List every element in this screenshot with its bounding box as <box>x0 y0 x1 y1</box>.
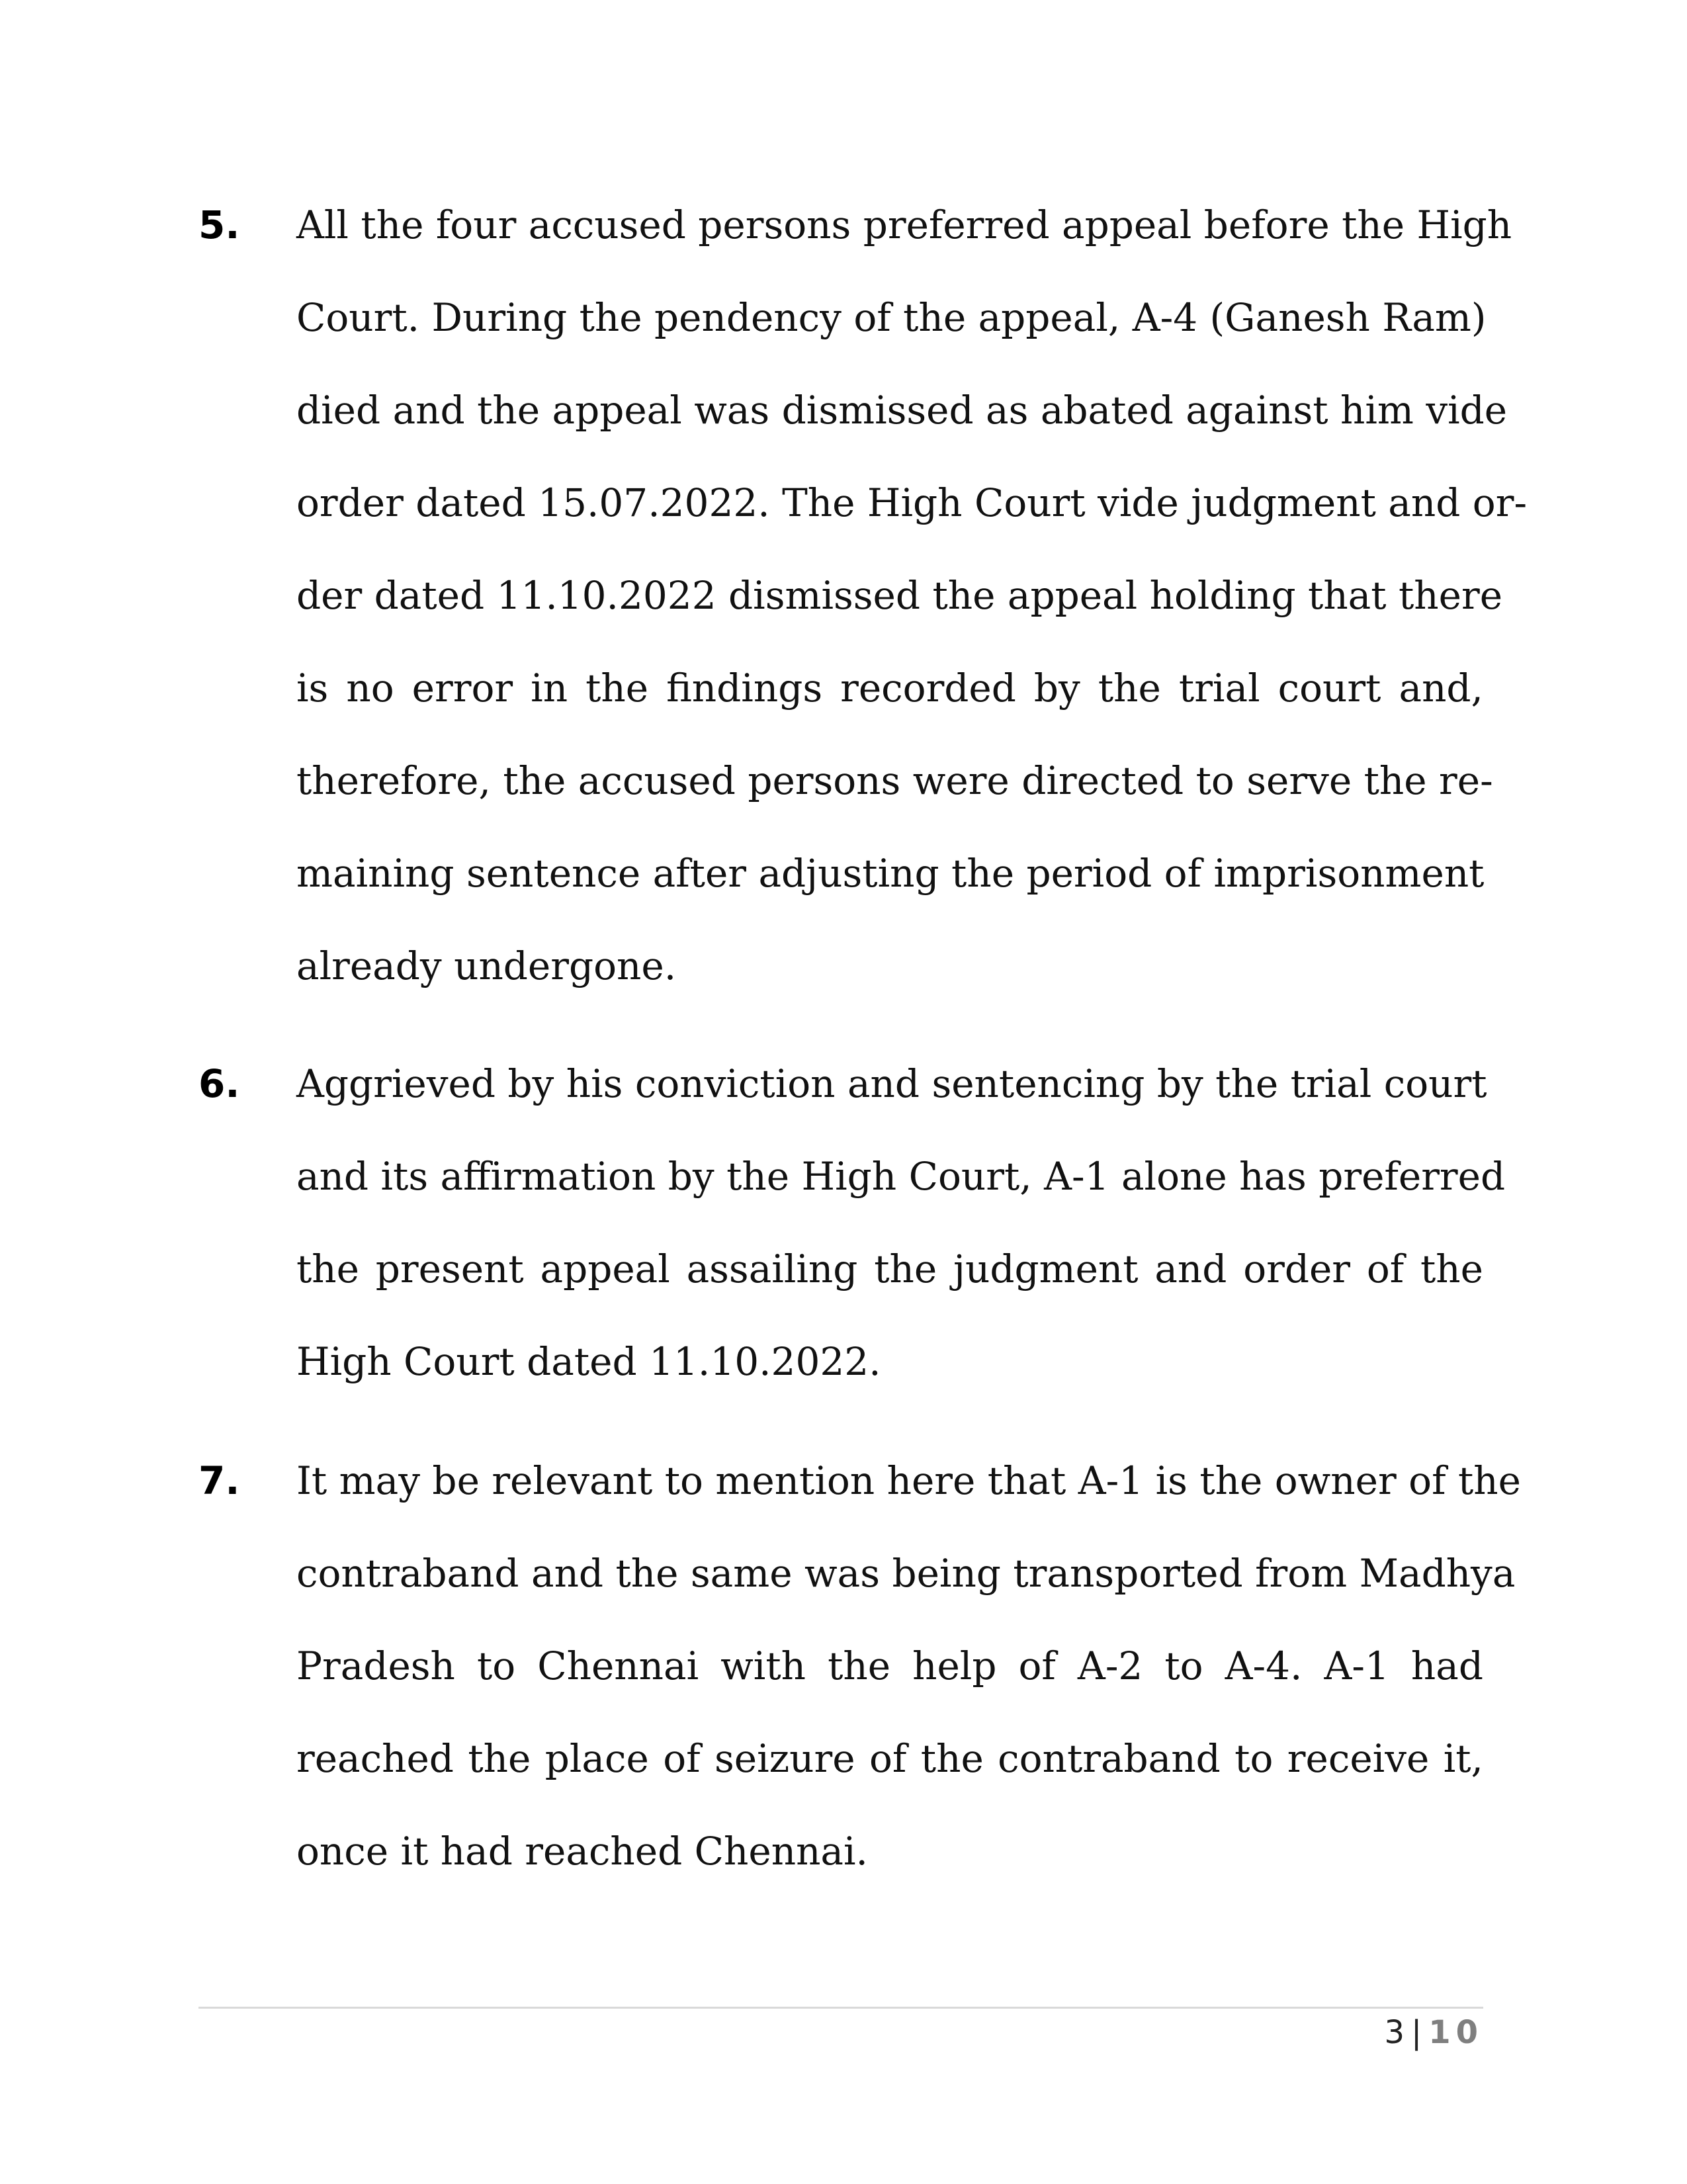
paragraph-line: Aggrieved by his conviction and sentencing by the trial court <box>296 1061 1487 1106</box>
paragraph-line: died and the appeal was dismissed as abated against him vide <box>296 388 1508 433</box>
paragraph-number: 7. <box>198 1458 240 1503</box>
paragraph-line: reached the place of seizure of the contraband to receive it, <box>296 1736 1483 1781</box>
total-pages: 10 <box>1428 2014 1483 2051</box>
paragraph-line: contraband and the same was being transported from Madhya <box>296 1551 1516 1596</box>
paragraph-line: once it had reached Chennai. <box>296 1829 868 1874</box>
paragraph-line: the present appeal assailing the judgment and order of the <box>296 1246 1483 1291</box>
paragraph-line: der dated 11.10.2022 dismissed the appeal holding that there <box>296 573 1503 618</box>
paragraph-line: maining sentence after adjusting the period of imprisonment <box>296 851 1485 896</box>
paragraph-line: All the four accused persons preferred appeal before the High <box>296 202 1512 247</box>
paragraph-number: 6. <box>198 1061 240 1106</box>
page-separator: | <box>1411 2014 1422 2051</box>
paragraph-line: Pradesh to Chennai with the help of A-2 to A-4. A-1 had <box>296 1643 1483 1688</box>
paragraph-line: is no error in the findings recorded by the trial court and, <box>296 666 1483 711</box>
paragraph-line: and its affirmation by the High Court, A-1 alone has preferred <box>296 1154 1506 1199</box>
paragraph-line: It may be relevant to mention here that A-1 is the owner of the <box>296 1458 1521 1503</box>
paragraph-line: therefore, the accused persons were directed to serve the re- <box>296 758 1493 803</box>
paragraph-line: already undergone. <box>296 943 677 988</box>
footer-divider <box>198 2007 1483 2009</box>
paragraph-number: 5. <box>198 202 240 247</box>
page-number <box>1384 2011 1483 2054</box>
paragraph-line: High Court dated 11.10.2022. <box>296 1339 881 1384</box>
paragraph-line: order dated 15.07.2022. The High Court vide judgment and or- <box>296 480 1528 525</box>
paragraph-line: Court. During the pendency of the appeal, A-4 (Ganesh Ram) <box>296 295 1487 340</box>
current-page-number: 3 <box>1384 2014 1405 2051</box>
